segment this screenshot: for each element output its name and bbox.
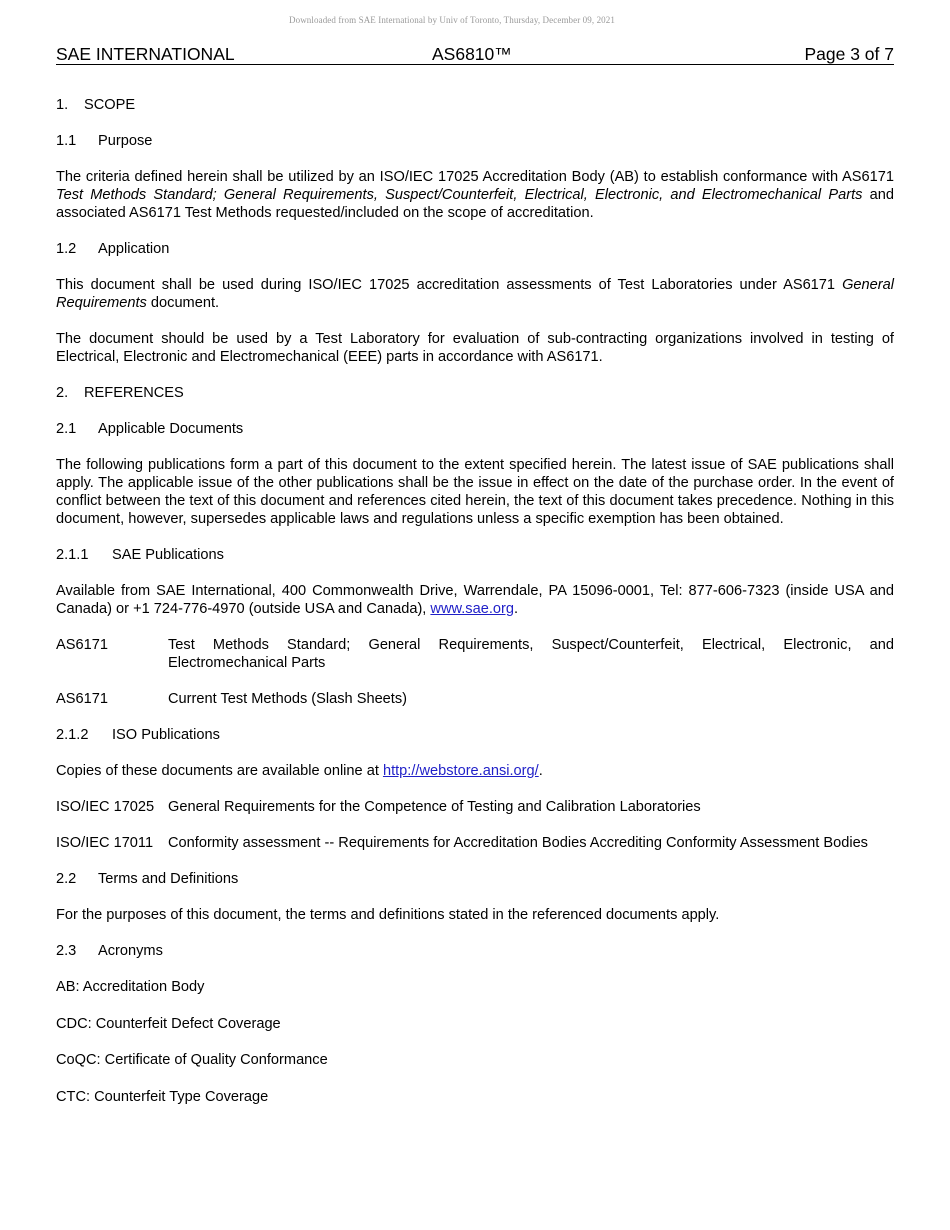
download-watermark: Downloaded from SAE International by Univ of Toronto, Thursday, December 09, 2021 xyxy=(289,15,615,25)
text-run: and associated AS6171 Test Methods requested/included on the scope of accreditation. xyxy=(56,187,894,221)
text-run: . xyxy=(538,763,543,779)
section-title: SCOPE xyxy=(84,97,136,113)
section-title: Terms and Definitions xyxy=(98,871,239,887)
section-title: Applicable Documents xyxy=(98,421,244,437)
acronym-item: CTC: Counterfeit Type Coverage xyxy=(56,1088,269,1105)
reference-title: Test Methods Standard; General Requirements, Suspect/Counterfeit, Electrical, Electronic, and Electromechanical Parts xyxy=(168,637,894,671)
section-number: 2.1.1 xyxy=(56,547,89,563)
text-run: Available from SAE International, 400 Commonwealth Drive, Warrendale, PA 15096-0001, Tel: 877-606-7323 (inside USA and Canada) or +1 724-776-4970 (outside USA and Canada), xyxy=(56,583,894,617)
heading-acronyms xyxy=(56,942,894,960)
reference-entry xyxy=(56,834,894,852)
section-number: 2.2 xyxy=(56,871,77,887)
terms-paragraph: For the purposes of this document, the terms and definitions stated in the referenced documents apply. xyxy=(56,907,720,923)
purpose-paragraph xyxy=(56,168,894,222)
reference-title: Current Test Methods (Slash Sheets) xyxy=(168,691,408,707)
heading-sae-publications xyxy=(56,546,894,564)
heading-iso-publications xyxy=(56,726,894,744)
italic-title-run: General Requirements xyxy=(56,277,894,311)
section-number: 1.2 xyxy=(56,241,77,257)
section-number: 2.3 xyxy=(56,943,77,959)
section-number: 1.1 xyxy=(56,133,77,149)
heading-scope xyxy=(56,96,894,114)
reference-entry xyxy=(56,690,894,708)
reference-code: AS6171 xyxy=(56,691,108,707)
reference-entry xyxy=(56,798,894,816)
section-number: 2.1.2 xyxy=(56,727,89,743)
section-number: 2. xyxy=(56,385,69,401)
sae-availability-paragraph xyxy=(56,582,894,618)
header-page-number: Page 3 of 7 xyxy=(804,44,894,64)
section-title: ISO Publications xyxy=(112,727,220,743)
acronym-item: CDC: Counterfeit Defect Coverage xyxy=(56,1015,281,1032)
section-title: Application xyxy=(98,241,170,257)
acronym-item: CoQC: Certificate of Quality Conformance xyxy=(56,1052,328,1068)
section-title: REFERENCES xyxy=(84,385,184,401)
header-document-number: AS6810™ xyxy=(432,44,512,64)
text-run: The criteria defined herein shall be utilized by an ISO/IEC 17025 Accreditation Body (AB) to establish conformance with AS6171 xyxy=(56,169,894,185)
section-number: 1. xyxy=(56,97,69,113)
heading-applicable-documents xyxy=(56,420,894,438)
text-run: document. xyxy=(146,295,220,311)
reference-entry xyxy=(56,636,894,672)
heading-application xyxy=(56,240,894,258)
section-title: Acronyms xyxy=(98,943,163,959)
reference-code: ISO/IEC 17011 xyxy=(56,835,154,851)
reference-title: Conformity assessment -- Requirements for Accreditation Bodies Accrediting Conformity Assessment Bodies xyxy=(168,835,868,851)
heading-terms-and-definitions xyxy=(56,870,894,888)
heading-references xyxy=(56,384,894,402)
reference-title: General Requirements for the Competence of Testing and Calibration Laboratories xyxy=(168,799,701,815)
sae-website-link[interactable]: www.sae.org xyxy=(430,601,514,617)
header-organization: SAE INTERNATIONAL xyxy=(56,44,235,64)
heading-purpose xyxy=(56,132,894,150)
acronym-item: AB: Accreditation Body xyxy=(56,979,205,995)
iso-availability-paragraph xyxy=(56,762,894,780)
section-title: SAE Publications xyxy=(112,547,224,563)
text-run: . xyxy=(513,601,519,617)
section-number: 2.1 xyxy=(56,421,77,437)
text-run: This document shall be used during ISO/IEC 17025 accreditation assessments of Test Laboratories under AS6171 xyxy=(56,277,843,293)
page-header xyxy=(56,44,894,65)
reference-code: AS6171 xyxy=(56,637,108,653)
document-body xyxy=(56,96,894,1124)
application-paragraph-2: The document should be used by a Test Laboratory for evaluation of sub-contracting organizations involved in testing of Electrical, Electronic and Electromechanical (EEE) parts in accordance with AS6171. xyxy=(56,331,894,365)
ansi-webstore-link[interactable]: http://webstore.ansi.org/ xyxy=(382,763,539,779)
reference-code: ISO/IEC 17025 xyxy=(56,799,155,815)
text-run: Copies of these documents are available online at xyxy=(56,763,383,779)
application-paragraph-1 xyxy=(56,276,894,312)
applicable-documents-paragraph: The following publications form a part of this document to the extent specified herein. The latest issue of SAE publications shall apply. The applicable issue of the other publications shall be the issue in effect on the date of the purchase order. In the event of conflict between the text of this document and references cited herein, the text of this document takes precedence. Nothing in this document, however, supersedes applicable laws and regulations unless a specific exemption has been obtained. xyxy=(56,457,894,527)
section-title: Purpose xyxy=(98,133,153,149)
italic-title-run: Test Methods Standard; General Requirements, Suspect/Counterfeit, Electrical, Electronic, and Electromechanical Parts xyxy=(56,187,863,203)
